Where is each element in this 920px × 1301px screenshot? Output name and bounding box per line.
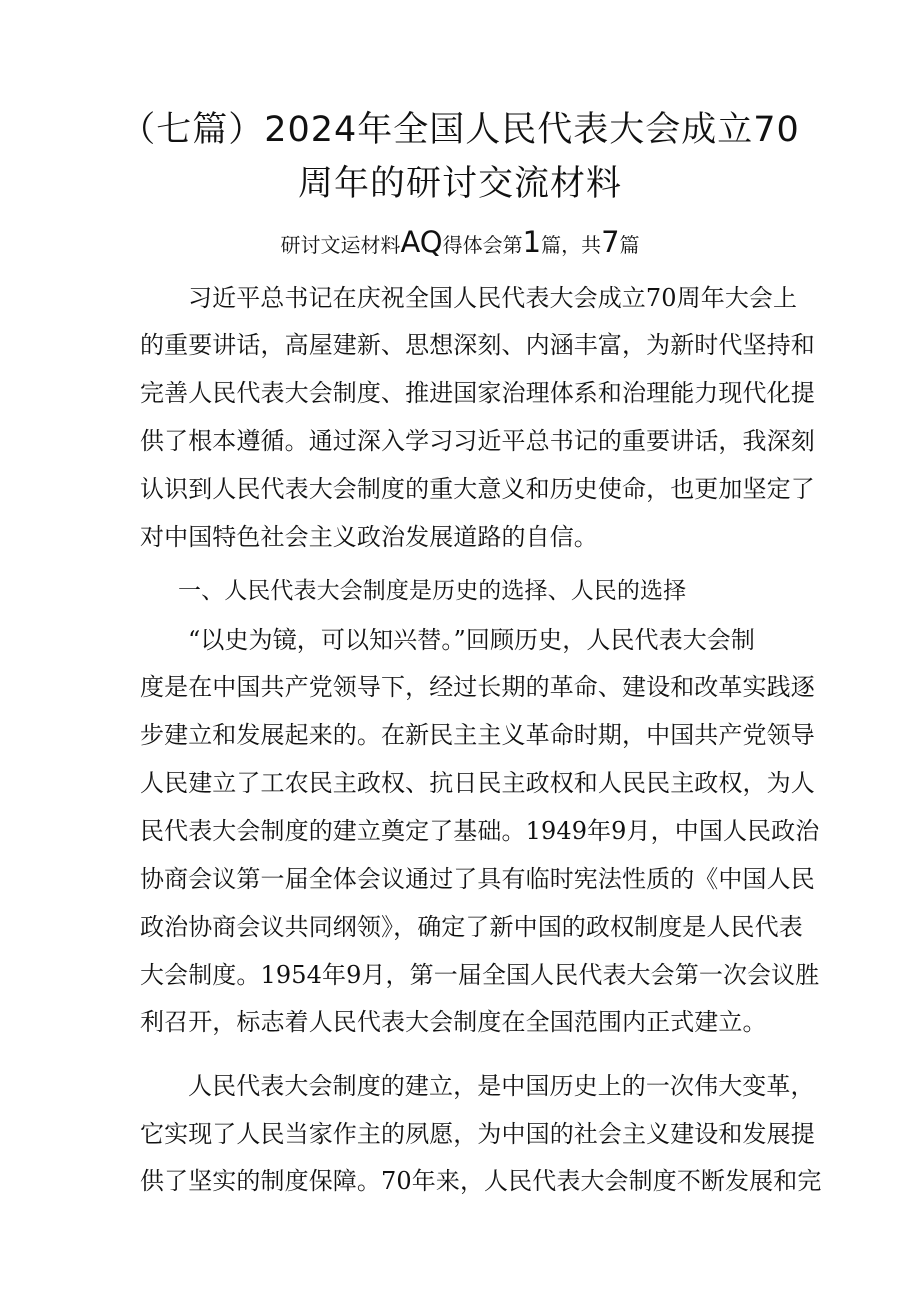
subtitle-total: 7: [601, 225, 620, 259]
paragraph-2-line: 人民建立了工农民主政权、抗日民主政权和人民民主政权，为人: [140, 769, 815, 797]
paragraph-3-line: 供了坚实的制度保障。70年来，人民代表大会制度不断发展和完: [140, 1167, 822, 1195]
paragraph-3-line: 它实现了人民当家作主的夙愿，为中国的社会主义建设和发展提: [140, 1120, 815, 1148]
subtitle-prefix: 研讨文运材料: [280, 233, 401, 257]
document-title-line-1: （七篇）2024年全国人民代表大会成立70: [120, 110, 800, 150]
paragraph-2-line: 度是在中国共产党领导下，经过长期的革命、建设和改革实践逐: [140, 673, 815, 701]
paragraph-1-line: 供了根本遵循。通过深入学习习近平总书记的重要讲话，我深刻: [140, 427, 815, 455]
paragraph-2-line: 民代表大会制度的建立奠定了基础。1949年9月，中国人民政治: [140, 817, 820, 845]
paragraph-2-line: 利召开，标志着人民代表大会制度在全国范围内正式建立。: [140, 1008, 767, 1036]
paragraph-1-line: 完善人民代表大会制度、推进国家治理体系和治理能力现代化提: [140, 379, 815, 407]
document-title-line-2: 周年的研讨交流材料: [297, 164, 622, 204]
paragraph-1-line: 习近平总书记在庆祝全国人民代表大会成立70周年大会上: [188, 284, 798, 312]
paragraph-2-line: 政治协商会议共同纲领》，确定了新中国的政权制度是人民代表: [140, 913, 803, 941]
paragraph-2-line: “以史为镜，可以知兴替。”回顾历史，人民代表大会制: [188, 626, 756, 654]
paragraph-1-line: 对中国特色社会主义政治发展道路的自信。: [140, 523, 598, 551]
section-heading-1: 一、人民代表大会制度是历史的选择、人民的选择: [178, 578, 687, 604]
subtitle-suffix: 篇: [619, 233, 640, 257]
paragraph-1-line: 认识到人民代表大会制度的重大意义和历史使命，也更加坚定了: [140, 475, 815, 503]
document-subtitle: [100, 222, 820, 265]
subtitle-aq: AQ: [400, 225, 443, 259]
paragraph-2-line: 步建立和发展起来的。在新民主主义革命时期，中国共产党领导: [140, 721, 815, 749]
paragraph-2-line: 协商会议第一届全体会议通过了具有临时宪法性质的《中国人民: [140, 865, 815, 893]
subtitle-separator: 篇，共: [541, 233, 602, 257]
subtitle-mid: 得体会第: [442, 233, 523, 257]
subtitle-part-number: 1: [522, 225, 542, 259]
paragraph-2-line: 大会制度。1954年9月，第一届全国人民代表大会第一次会议胜: [140, 961, 820, 989]
paragraph-3-line: 人民代表大会制度的建立，是中国历史上的一次伟大变革，: [188, 1072, 815, 1100]
paragraph-1-line: 的重要讲话，高屋建新、思想深刻、内涵丰富，为新时代坚持和: [140, 331, 815, 359]
